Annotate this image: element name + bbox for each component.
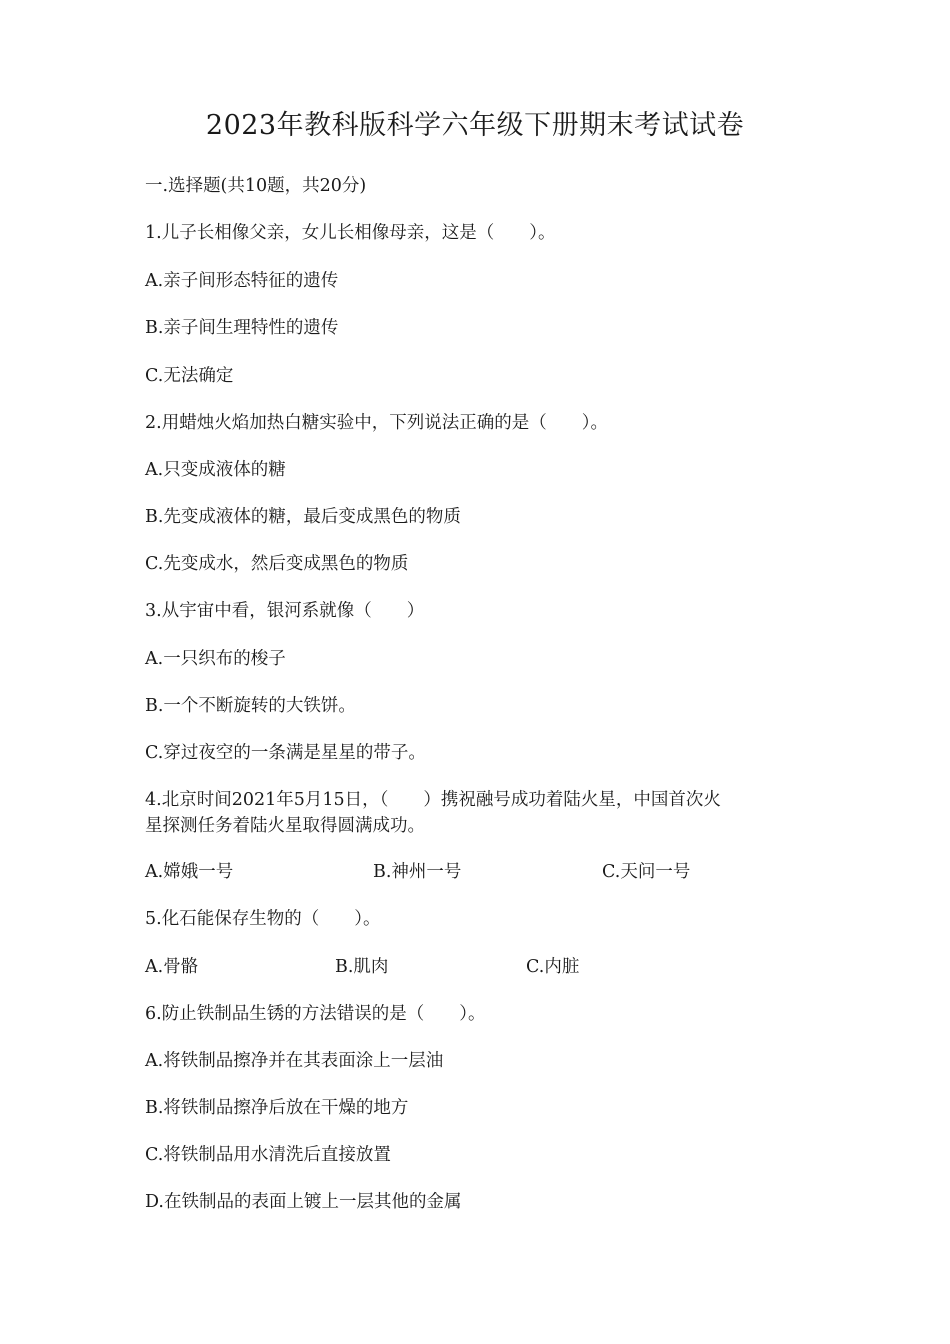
question-4-stem-line-2: 星探测任务着陆火星取得圆满成功。: [145, 816, 425, 836]
question-4-option-a: A.嫦娥一号: [145, 862, 234, 882]
question-4-option-b: B.神州一号: [373, 862, 462, 882]
question-5-option-a: A.骨骼: [145, 957, 199, 977]
question-4-stem-line-1: 4.北京时间2021年5月15日，（ ）携祝融号成功着陆火星，中国首次火: [145, 790, 721, 810]
section-heading: 一.选择题(共10题，共20分): [145, 176, 367, 196]
question-6-option-c: C.将铁制品用水清洗后直接放置: [145, 1145, 391, 1165]
question-3-option-b: B.一个不断旋转的大铁饼。: [145, 696, 356, 716]
question-5-option-b: B.肌肉: [335, 957, 389, 977]
question-5-stem: 5.化石能保存生物的（ ）。: [145, 909, 381, 929]
question-2-stem: 2.用蜡烛火焰加热白糖实验中，下列说法正确的是（ ）。: [145, 413, 608, 433]
question-1-option-c: C.无法确定: [145, 366, 234, 386]
question-1-option-a: A.亲子间形态特征的遗传: [145, 271, 339, 291]
question-6-stem: 6.防止铁制品生锈的方法错误的是（ ）。: [145, 1004, 486, 1024]
question-6-option-b: B.将铁制品擦净后放在干燥的地方: [145, 1098, 409, 1118]
question-2-option-b: B.先变成液体的糖，最后变成黑色的物质: [145, 507, 461, 527]
question-6-option-a: A.将铁制品擦净并在其表面涂上一层油: [145, 1051, 444, 1071]
question-2-option-a: A.只变成液体的糖: [145, 460, 286, 480]
question-3-option-c: C.穿过夜空的一条满是星星的带子。: [145, 743, 426, 763]
question-3-option-a: A.一只织布的梭子: [145, 649, 286, 669]
question-1-stem: 1.儿子长相像父亲，女儿长相像母亲，这是（ ）。: [145, 223, 556, 243]
question-2-option-c: C.先变成水，然后变成黑色的物质: [145, 554, 409, 574]
question-5-option-c: C.内脏: [526, 957, 580, 977]
question-3-stem: 3.从宇宙中看，银河系就像（ ）: [145, 601, 425, 621]
question-6-option-d: D.在铁制品的表面上镀上一层其他的金属: [145, 1192, 462, 1212]
question-1-option-b: B.亲子间生理特性的遗传: [145, 318, 339, 338]
question-4-option-c: C.天问一号: [602, 862, 691, 882]
page-title: 2023年教科版科学六年级下册期末考试试卷: [205, 110, 745, 141]
